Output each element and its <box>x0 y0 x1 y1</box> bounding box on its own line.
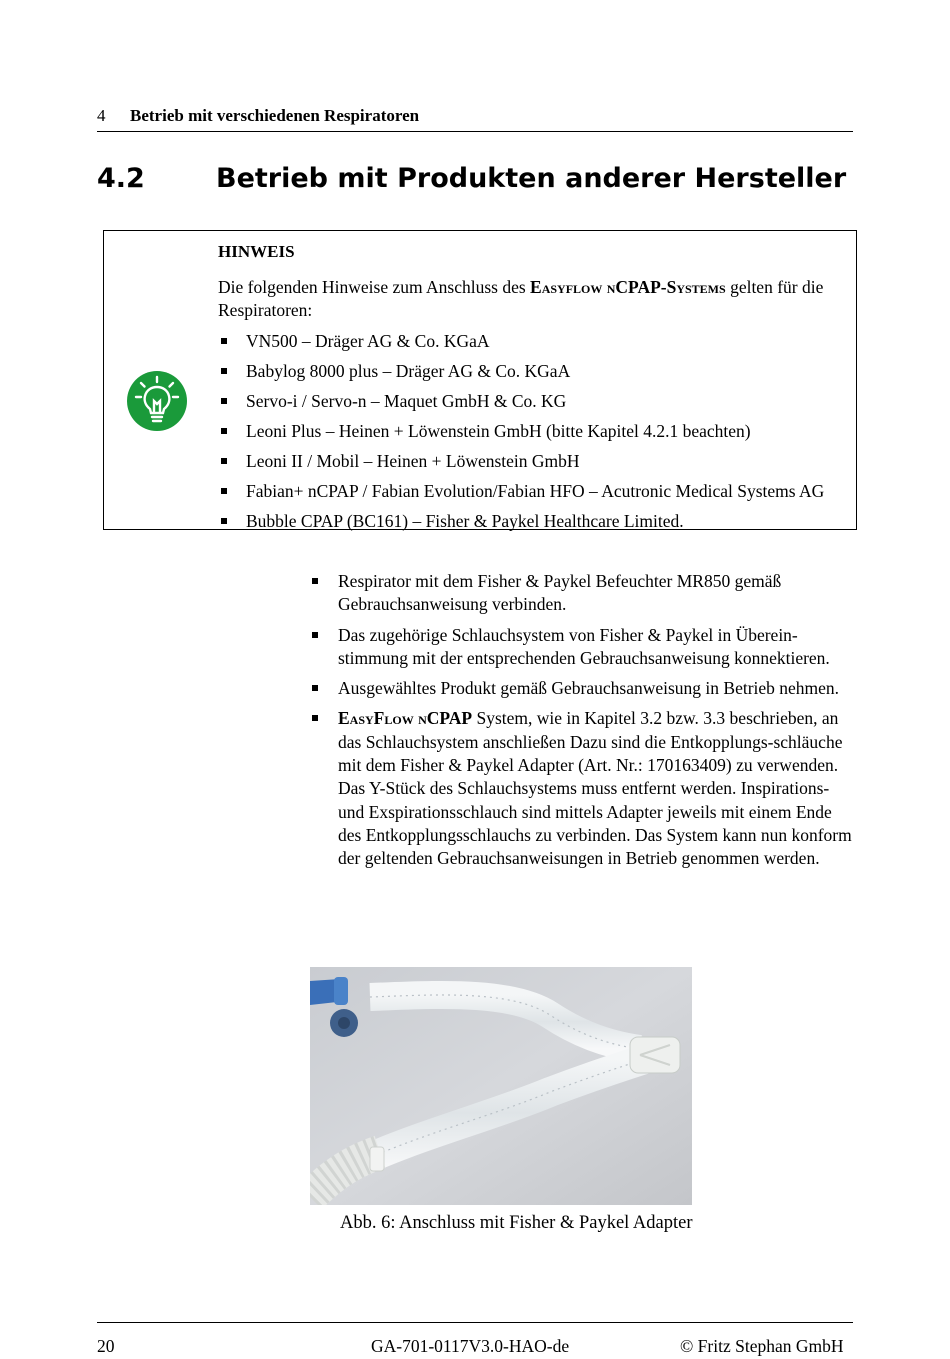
bullet <box>221 428 227 434</box>
section-number: 4.2 <box>97 163 145 194</box>
list-item <box>218 390 858 420</box>
bullet <box>312 685 318 691</box>
list-item-text: Servo-i / Servo-n – Maquet GmbH & Co. KG <box>246 391 567 411</box>
step-item <box>310 677 855 700</box>
header-divider <box>97 131 853 132</box>
chapter-title: Betrieb mit verschiedenen Respiratoren <box>130 106 420 125</box>
step-item <box>310 624 855 671</box>
chapter-number: 4 <box>97 106 106 125</box>
respirator-list <box>218 330 858 540</box>
lightbulb-icon <box>126 370 188 432</box>
bullet <box>312 578 318 584</box>
list-item-text: VN500 – Dräger AG & Co. KGaA <box>246 331 490 351</box>
list-item <box>218 480 858 510</box>
note-intro <box>218 276 854 322</box>
copyright: © Fritz Stephan GmbH <box>680 1336 844 1356</box>
bullet <box>221 398 227 404</box>
list-item <box>218 330 858 360</box>
list-item <box>218 360 858 390</box>
list-item-text: Leoni II / Mobil – Heinen + Löwenstein GmbH <box>246 451 580 471</box>
page-number: 20 <box>97 1336 115 1356</box>
adapter-photo <box>310 967 692 1205</box>
section-title: Betrieb mit Produkten anderer Hersteller <box>216 163 847 194</box>
step-text: Das zugehörige Schlauchsystem von Fisher & Paykel in Überein-stimmung mit der entsprechenden Gebrauchsanweisung konnektieren. <box>338 624 830 668</box>
figure-caption: Abb. 6: Anschluss mit Fisher & Paykel Adapter <box>340 1213 693 1233</box>
procedure-steps <box>310 570 855 878</box>
step-item <box>310 570 855 617</box>
note-intro-text: Die folgenden Hinweise zum Anschluss des <box>218 277 531 297</box>
footer-divider <box>97 1322 853 1323</box>
bullet <box>312 715 318 721</box>
bullet <box>221 338 227 344</box>
note-intro-text: gelten für die Respiratoren: <box>218 277 824 320</box>
bullet <box>312 632 318 638</box>
bullet <box>221 488 227 494</box>
step-text: System, wie in Kapitel 3.2 bzw. 3.3 beschrieben, an das Schlauchsystem anschließen Dazu sind die Entkopplungs-schläuche mit dem Fisher & Paykel Adapter (Art. Nr.: 170163409) zu verwenden. Das Y-Stück des Schlauchsystems muss entfernt werden. Inspirations- und Exspirationsschlauch sind mittels Adapter jeweils mit einem Ende des Entkopplungsschlauchs zu verbinden. Das System kann nun konform der geltenden Gebrauchsanweisungen in Betrieb genommen werden. <box>338 708 852 869</box>
bullet <box>221 518 227 524</box>
document-id: GA-701-0117V3.0-HAO-de <box>371 1336 570 1356</box>
bullet <box>221 368 227 374</box>
list-item-text: Bubble CPAP (BC161) – Fisher & Paykel Healthcare Limited. <box>246 511 684 531</box>
list-item <box>218 420 858 450</box>
list-item <box>218 510 858 540</box>
brand-name: EasyFlow nCPAP <box>338 708 473 729</box>
step-item <box>310 707 855 870</box>
bullet <box>221 458 227 464</box>
note-heading: HINWEIS <box>218 242 295 261</box>
list-item-text: Leoni Plus – Heinen + Löwenstein GmbH (bitte Kapitel 4.2.1 beachten) <box>246 421 751 441</box>
step-text: Ausgewähltes Produkt gemäß Gebrauchsanweisung in Betrieb nehmen. <box>338 678 840 699</box>
list-item <box>218 450 858 480</box>
brand-name: Easyflow nCPAP-Systems <box>530 277 726 297</box>
step-text: Respirator mit dem Fisher & Paykel Befeuchter MR850 gemäß Gebrauchsanweisung verbinden. <box>338 571 782 615</box>
list-item-text: Fabian+ nCPAP / Fabian Evolution/Fabian HFO – Acutronic Medical Systems AG <box>246 481 825 501</box>
list-item-text: Babylog 8000 plus – Dräger AG & Co. KGaA <box>246 361 571 381</box>
